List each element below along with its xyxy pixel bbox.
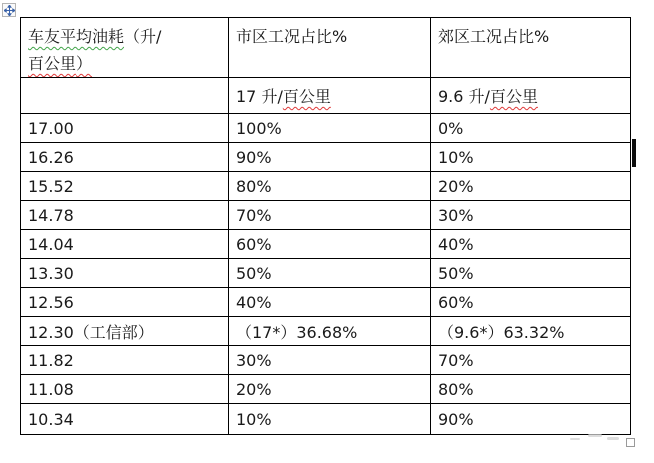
cell-r9c2[interactable]: 80%: [431, 375, 631, 404]
subheader-row: [21, 78, 631, 114]
text-segment: 百公里: [282, 87, 331, 106]
cell-r6c1[interactable]: 40%: [229, 288, 431, 317]
cell-r0c0[interactable]: 17.00: [21, 114, 229, 143]
subheader-cell-2[interactable]: [431, 78, 631, 114]
cell-r7c0[interactable]: 12.30（工信部）: [21, 317, 229, 346]
text-segment: 百公里: [28, 54, 77, 73]
cell-r3c0[interactable]: 14.78: [21, 201, 229, 230]
cell-r7c2[interactable]: （9.6*）63.32%: [431, 317, 631, 346]
header-cell-2[interactable]: [431, 18, 631, 78]
cell-r4c2[interactable]: 40%: [431, 230, 631, 259]
text-segment: 车友平均油耗: [28, 27, 125, 46]
header-line: [236, 23, 430, 50]
table-row: [21, 346, 631, 375]
cell-r10c2[interactable]: 90%: [431, 404, 631, 435]
text-segment: 郊区工况占比%: [438, 27, 550, 46]
text-segment: 市区工况占比%: [236, 27, 348, 46]
cell-r0c1[interactable]: 100%: [229, 114, 431, 143]
cell-r3c1[interactable]: 70%: [229, 201, 431, 230]
cell-r1c2[interactable]: 10%: [431, 143, 631, 172]
cell-r10c1[interactable]: 10%: [229, 404, 431, 435]
table-move-handle[interactable]: [2, 3, 16, 17]
cell-r3c2[interactable]: 30%: [431, 201, 631, 230]
cell-r8c0[interactable]: 11.82: [21, 346, 229, 375]
cell-r6c0[interactable]: 12.56: [21, 288, 229, 317]
table-row: [21, 114, 631, 143]
cell-r9c0[interactable]: 11.08: [21, 375, 229, 404]
cell-r5c2[interactable]: 50%: [431, 259, 631, 288]
cell-r1c1[interactable]: 90%: [229, 143, 431, 172]
cell-r5c1[interactable]: 50%: [229, 259, 431, 288]
table-row: [21, 259, 631, 288]
cell-r2c0[interactable]: 15.52: [21, 172, 229, 201]
header-line: [28, 50, 228, 77]
table-resize-handle[interactable]: [626, 438, 635, 447]
table-row: [21, 288, 631, 317]
move-icon: [4, 5, 15, 16]
cell-r5c0[interactable]: 13.30: [21, 259, 229, 288]
text-segment: 9.6 升/: [438, 87, 490, 106]
header-line: [438, 23, 630, 50]
table-row: [21, 230, 631, 259]
text-segment: 百公里: [489, 87, 538, 106]
cell-r2c2[interactable]: 20%: [431, 172, 631, 201]
fuel-consumption-table: [20, 17, 631, 435]
cell-r9c1[interactable]: 20%: [229, 375, 431, 404]
cell-r8c2[interactable]: 70%: [431, 346, 631, 375]
table-row: [21, 404, 631, 435]
text-segment: （升/: [124, 27, 162, 46]
cell-r8c1[interactable]: 30%: [229, 346, 431, 375]
cell-r10c0[interactable]: 10.34: [21, 404, 229, 435]
cell-r4c0[interactable]: 14.04: [21, 230, 229, 259]
table-row: [21, 201, 631, 230]
subheader-cell-1[interactable]: [229, 78, 431, 114]
cell-r7c1[interactable]: （17*）36.68%: [229, 317, 431, 346]
cell-r2c1[interactable]: 80%: [229, 172, 431, 201]
table-row: [21, 172, 631, 201]
header-line: [28, 23, 228, 50]
table-row: [21, 143, 631, 172]
cell-r0c2[interactable]: 0%: [431, 114, 631, 143]
subheader-cell-0[interactable]: [21, 78, 229, 114]
scroll-indicator[interactable]: [632, 139, 636, 167]
fuel-table-body: [21, 18, 631, 435]
table-row: [21, 317, 631, 346]
table-row: [21, 375, 631, 404]
cell-r1c0[interactable]: 16.26: [21, 143, 229, 172]
header-cell-0[interactable]: [21, 18, 229, 78]
cell-r4c1[interactable]: 60%: [229, 230, 431, 259]
cell-r6c2[interactable]: 60%: [431, 288, 631, 317]
header-cell-1[interactable]: [229, 18, 431, 78]
text-segment: ）: [76, 54, 93, 73]
header-row: [21, 18, 631, 78]
text-segment: 17 升/: [236, 87, 283, 106]
